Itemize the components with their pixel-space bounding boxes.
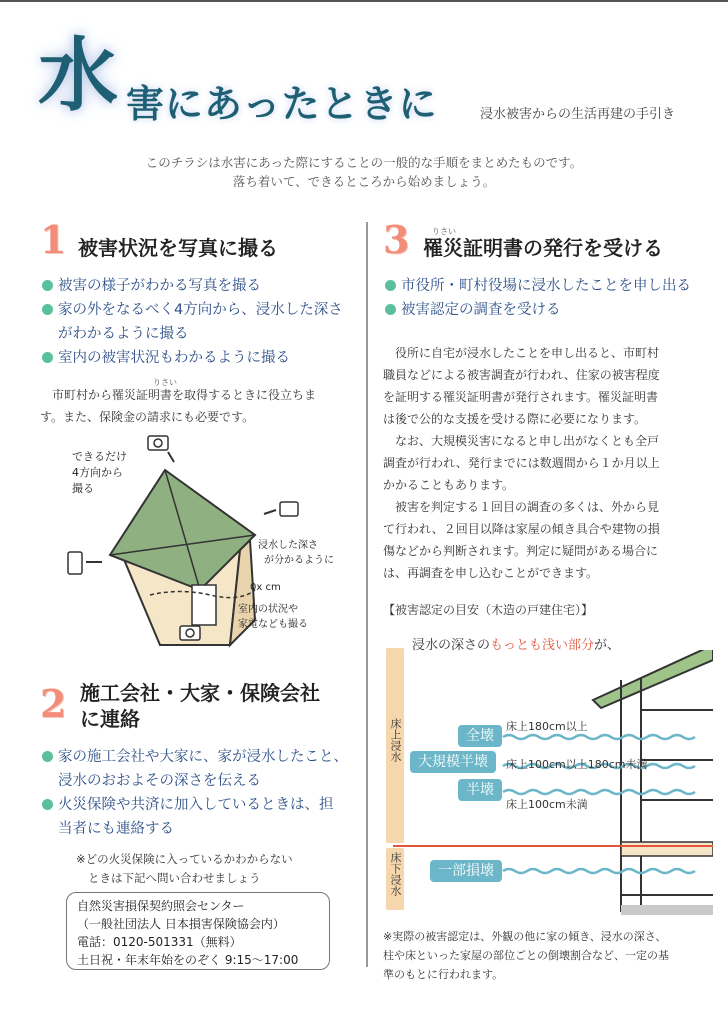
note-line: ときは下記へ問い合わせましょう (88, 871, 261, 885)
house-door (192, 585, 216, 625)
water-level-half (503, 790, 695, 794)
level-half: 半壊 (458, 779, 502, 801)
note-top-2: 4方向から (72, 466, 123, 479)
contact-line: 自然災害損保契約照会センター (77, 899, 245, 913)
level-partial: 一部損壊 (430, 860, 502, 882)
section-1-number: 1 (40, 217, 67, 262)
page-subtitle: 浸水被害からの生活再建の手引き (480, 107, 676, 122)
bullet-item: 被害認定の調査を受ける (383, 298, 713, 322)
lead-suffix: が、 (594, 638, 621, 653)
camera-icon (264, 502, 298, 516)
note-bottom-2: 家電なども撮る (238, 619, 308, 630)
section-1-bullets (40, 274, 360, 370)
intro-line-1: このチラシは水害にあった際にすることの一般的な手順をまとめたものです。 (145, 155, 583, 170)
damage-footnote (383, 927, 699, 984)
lead-highlight: もっとも浅い部分 (490, 638, 595, 653)
note-right-1: 浸水した深さ (258, 540, 318, 551)
footnote-line: 準のもとに行われます。 (383, 968, 504, 981)
section-2-bullets (40, 745, 360, 841)
depth-label: 0x cm (250, 582, 281, 593)
diagram-roof (593, 650, 713, 708)
para-line: て行われ、２回目以降は家屋の傾き具合や建物の損 (383, 522, 660, 536)
contact-hours: 土日祝・年末年始をのぞく 9:15〜17:00 (77, 953, 299, 967)
section-3-title: 罹災証明書の発行を受ける (423, 236, 663, 260)
para-line: かかることもあります。 (383, 478, 515, 492)
title-kanji: 水 (38, 28, 118, 122)
diagram-wall (621, 678, 641, 912)
bullet-item-continuation: がわかるように撮る (58, 326, 189, 342)
camera-icon (180, 626, 200, 640)
damage-criteria-title: 【被害認定の目安（木造の戸建住宅）】 (383, 603, 594, 617)
bullet-item: 被害の様子がわかる写真を撮る (40, 274, 360, 298)
ruby-risai: りさい (432, 227, 456, 236)
camera-icon (148, 436, 174, 462)
section-1-title: 被害状況を写真に撮る (78, 236, 278, 260)
para-line: す。また、保険金の請求にも必要です。 (40, 410, 255, 424)
section-3-paragraphs (383, 342, 703, 584)
level-full-destruction: 全壊 (458, 725, 502, 747)
note-line: ※どの火災保険に入っているかわからない (76, 852, 293, 866)
bullet-item-continuation: 浸水のおおよその深さを伝える (58, 773, 261, 789)
column-divider (366, 222, 368, 967)
level-large-half-desc: 床上100cm以上180cm未満 (506, 758, 648, 771)
section-2-note (76, 850, 293, 888)
footnote-line: ※実際の被害認定は、外観の他に家の傾き、浸水の深さ、 (383, 930, 667, 943)
bullet-item-continuation: 当者にも連絡する (58, 821, 174, 837)
bullet-item: 家の施工会社や大家に、家が浸水したこと、 (40, 745, 360, 769)
para-line: 被害を判定する１回目の調査の多くは、外から見 (395, 500, 660, 514)
para-line: 役所に自宅が浸水したことを申し出ると、市町村 (395, 346, 660, 360)
para-line: は、再調査を申し込むことができます。 (383, 566, 599, 580)
level-half-desc: 床上100cm未満 (506, 798, 588, 811)
section-2-title-line: に連絡 (80, 707, 140, 731)
section-1-paragraph (40, 384, 360, 428)
para-line: 市町村から罹災証明書を取得するときに役立ちま (52, 388, 317, 402)
note-bottom-1: 室内の状況や (238, 604, 298, 615)
section-3-bullets (383, 274, 713, 322)
section-2-title (80, 680, 320, 732)
water-level-180 (503, 735, 695, 739)
contact-box (66, 892, 330, 970)
para-line: 職員などによる被害調査が行われ、住家の被害程度 (383, 368, 660, 382)
para-line: なお、大規模災害になると申し出がなくとも全戸 (395, 434, 660, 448)
bullet-item: 火災保険や共済に加入しているときは、担 (40, 793, 360, 817)
para-line: 傷などから判断されます。判定に疑問がある場合に (383, 544, 659, 558)
intro-line-2: 落ち着いて、できるところから始めましょう。 (232, 174, 496, 189)
note-right-2: が分かるように (264, 555, 334, 566)
water-level-below-floor (503, 869, 695, 873)
contact-phone[interactable]: 電話：0120-501331（無料） (77, 935, 242, 949)
diagram-floor (621, 842, 713, 856)
band-below-floor-label: 床下浸水 (389, 852, 402, 896)
para-line: 調査が行われ、発行までには数週間から１か月以上 (383, 456, 660, 470)
bullet-item: 家の外をなるべく4方向から、浸水した深さ (40, 298, 360, 322)
section-3-number: 3 (383, 217, 410, 262)
section-2-number: 2 (40, 681, 67, 726)
contact-line: （一般社団法人 日本損害保険協会内） (77, 917, 285, 931)
lead-prefix: 浸水の深さの (412, 638, 491, 653)
bullet-item: 室内の被害状況もわかるように撮る (40, 346, 360, 370)
footnote-line: 柱や床といった家屋の部位ごとの倒壊割合など、一定の基 (383, 949, 669, 962)
level-large-half: 大規模半壊 (410, 751, 496, 773)
ruby-risai: りさい (153, 378, 177, 387)
level-full-desc: 床上180cm以上 (506, 720, 588, 733)
page-title: 害にあったときに (126, 82, 438, 126)
house-photo-illustration (50, 430, 350, 650)
diagram-ground (621, 905, 713, 915)
section-2-title-line: 施工会社・大家・保険会社 (80, 681, 320, 705)
top-border (0, 0, 728, 2)
note-top-1: できるだけ (72, 450, 127, 463)
note-top-3: 撮る (72, 482, 94, 495)
para-line: を証明する罹災証明書が発行されます。罹災証明書 (383, 390, 659, 404)
para-line: は後で公的な支援を受ける際に必要になります。 (383, 412, 647, 426)
camera-icon (68, 552, 102, 574)
bullet-item: 市役所・町村役場に浸水したことを申し出る (383, 274, 713, 298)
band-above-floor-label: 床上浸水 (389, 718, 402, 762)
